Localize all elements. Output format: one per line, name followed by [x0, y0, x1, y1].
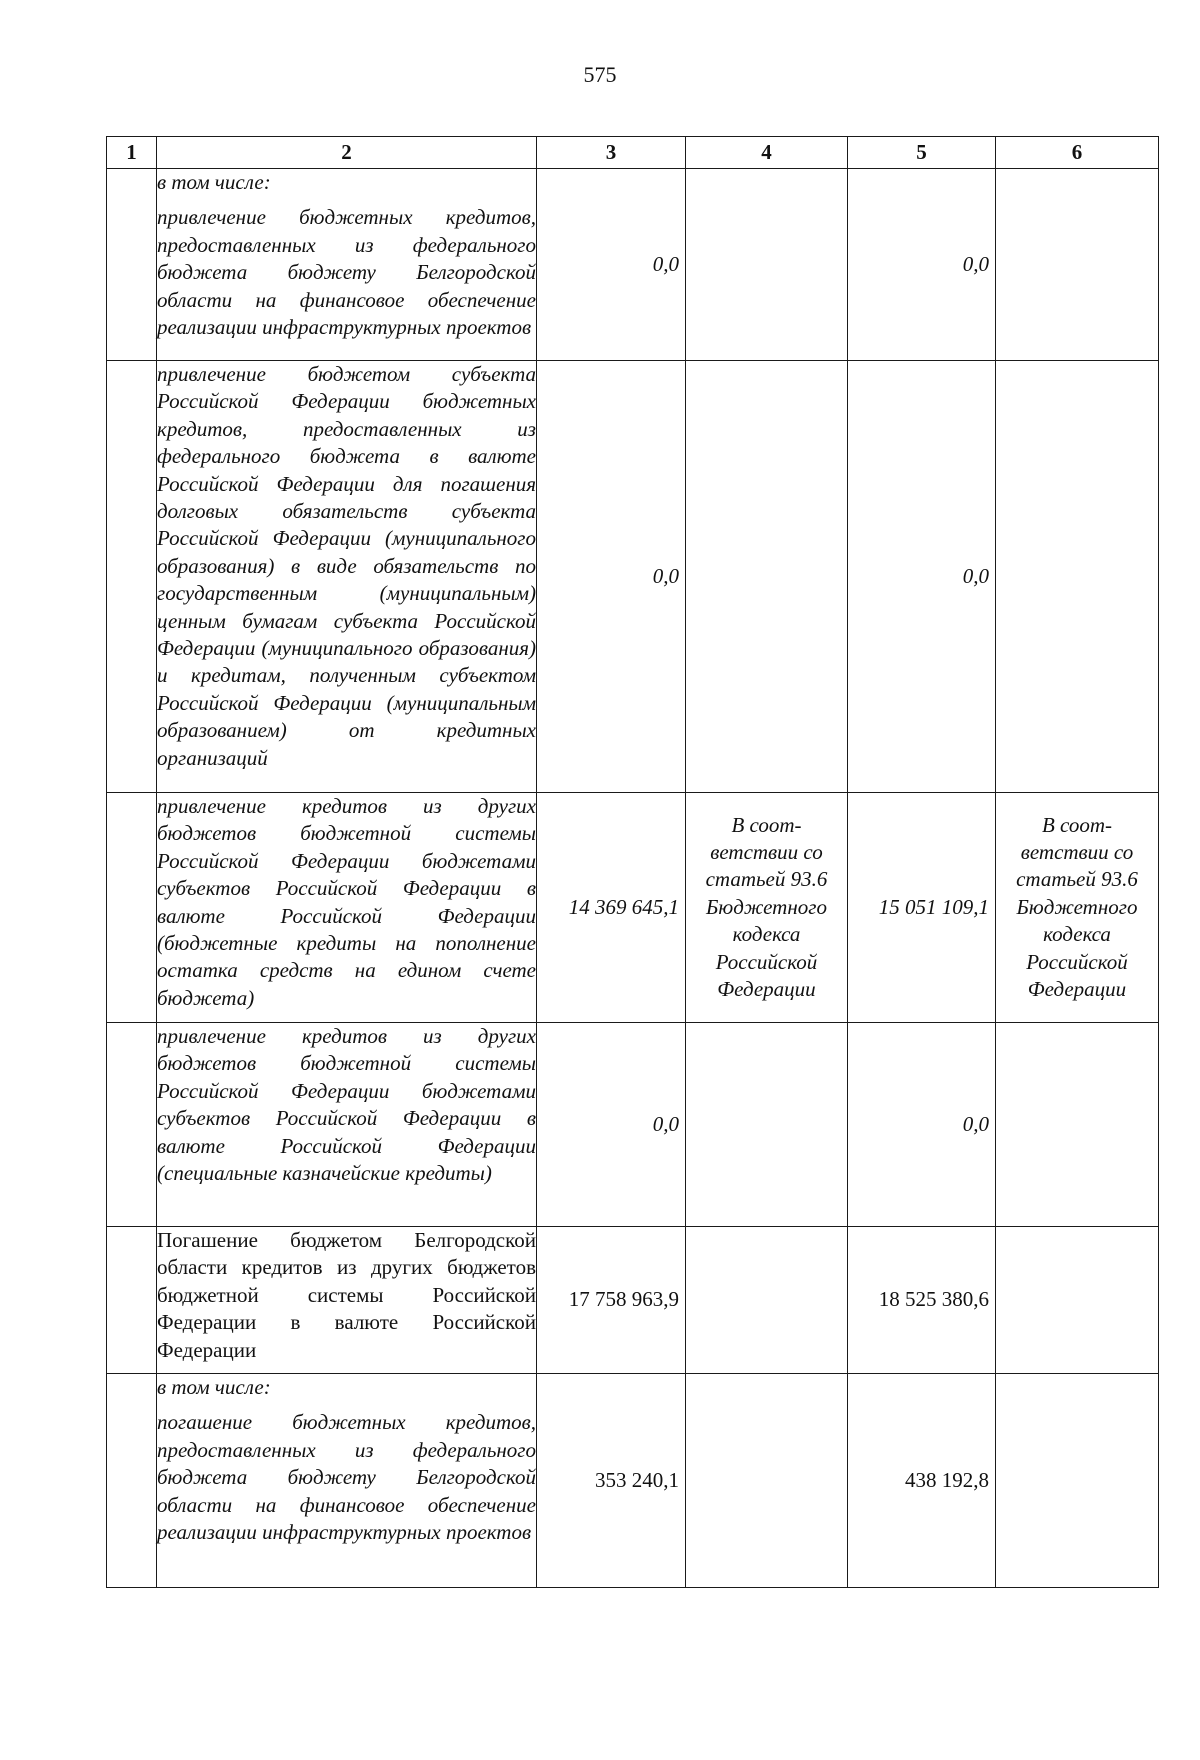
value-col3: 14 369 645,1	[537, 793, 686, 1023]
value-col6	[996, 1227, 1159, 1374]
value-col5: 15 051 109,1	[848, 793, 996, 1023]
row-index-cell	[107, 793, 157, 1023]
header-cell: 1	[107, 137, 157, 169]
value-col5: 438 192,8	[848, 1374, 996, 1588]
value-col4	[686, 169, 848, 361]
value-col5: 0,0	[848, 361, 996, 793]
header-row	[107, 137, 1159, 169]
row-note: в том числе:	[157, 1375, 271, 1399]
value-col6	[996, 361, 1159, 793]
value-col6	[996, 1374, 1159, 1588]
row-description: привлечение бюджетом субъекта Российской Федерации бюджетных кредитов, предоставленных из федерального бюджета в валюте Российской Федерации для погашения долговых обязательств субъекта Российской Федерации (муниципального образования) в виде обязательств по государственным (муниципальным) ценным бумагам субъекта Российской Федерации (муниципального образования) и кредитам, полученным субъектом Российской Федерации (муниципальным образованием) от кредитных организаций	[157, 361, 537, 793]
header-cell: 5	[848, 137, 996, 169]
value-col4	[686, 361, 848, 793]
table-row	[107, 169, 1159, 361]
row-index-cell	[107, 1227, 157, 1374]
row-index-cell	[107, 169, 157, 361]
value-col6	[996, 169, 1159, 361]
value-col4	[686, 1227, 848, 1374]
header-cell: 2	[157, 137, 537, 169]
table-row	[107, 361, 1159, 793]
row-index-cell	[107, 361, 157, 793]
row-description: привлечение кредитов из других бюджетов бюджетной системы Российской Федерации бюджетами субъектов Российской Федерации в валюте Российской Федерации (специальные казначейские кредиты)	[157, 1023, 537, 1227]
page-number: 575	[583, 62, 617, 87]
row-text: привлечение бюджетных кредитов, предоставленных из федерального бюджета бюджету Белгородской области на финансовое обеспечение реализации инфраструктурных проектов	[157, 205, 536, 340]
header-cell: 3	[537, 137, 686, 169]
value-col4: В соот-ветствии со статьей 93.6 Бюджетного кодекса Российской Федерации	[686, 793, 848, 1023]
header-cell: 4	[686, 137, 848, 169]
row-note: в том числе:	[157, 170, 271, 194]
table-row	[107, 1023, 1159, 1227]
value-col4	[686, 1374, 848, 1588]
table-row	[107, 793, 1159, 1023]
value-col6	[996, 1023, 1159, 1227]
table-row	[107, 1227, 1159, 1374]
row-description: привлечение кредитов из других бюджетов бюджетной системы Российской Федерации бюджетами субъектов Российской Федерации в валюте Российской Федерации (бюджетные кредиты на пополнение остатка средств на едином счете бюджета)	[157, 793, 537, 1023]
row-description	[157, 1374, 537, 1588]
value-col3: 0,0	[537, 169, 686, 361]
value-col5: 0,0	[848, 1023, 996, 1227]
value-col5: 0,0	[848, 169, 996, 361]
value-col3: 17 758 963,9	[537, 1227, 686, 1374]
row-text: погашение бюджетных кредитов, предоставленных из федерального бюджета бюджету Белгородской области на финансовое обеспечение реализации инфраструктурных проектов	[157, 1410, 536, 1545]
value-col3: 0,0	[537, 361, 686, 793]
row-description	[157, 169, 537, 361]
value-col4	[686, 1023, 848, 1227]
budget-table	[106, 136, 1159, 1588]
header-cell: 6	[996, 137, 1159, 169]
row-index-cell	[107, 1023, 157, 1227]
row-description: Погашение бюджетом Белгородской области кредитов из других бюджетов бюджетной системы Российской Федерации в валюте Российской Федерации	[157, 1227, 537, 1374]
value-col5: 18 525 380,6	[848, 1227, 996, 1374]
row-index-cell	[107, 1374, 157, 1588]
value-col6: В соот-ветствии со статьей 93.6 Бюджетного кодекса Российской Федерации	[996, 793, 1159, 1023]
table-row	[107, 1374, 1159, 1588]
value-col3: 353 240,1	[537, 1374, 686, 1588]
value-col3: 0,0	[537, 1023, 686, 1227]
